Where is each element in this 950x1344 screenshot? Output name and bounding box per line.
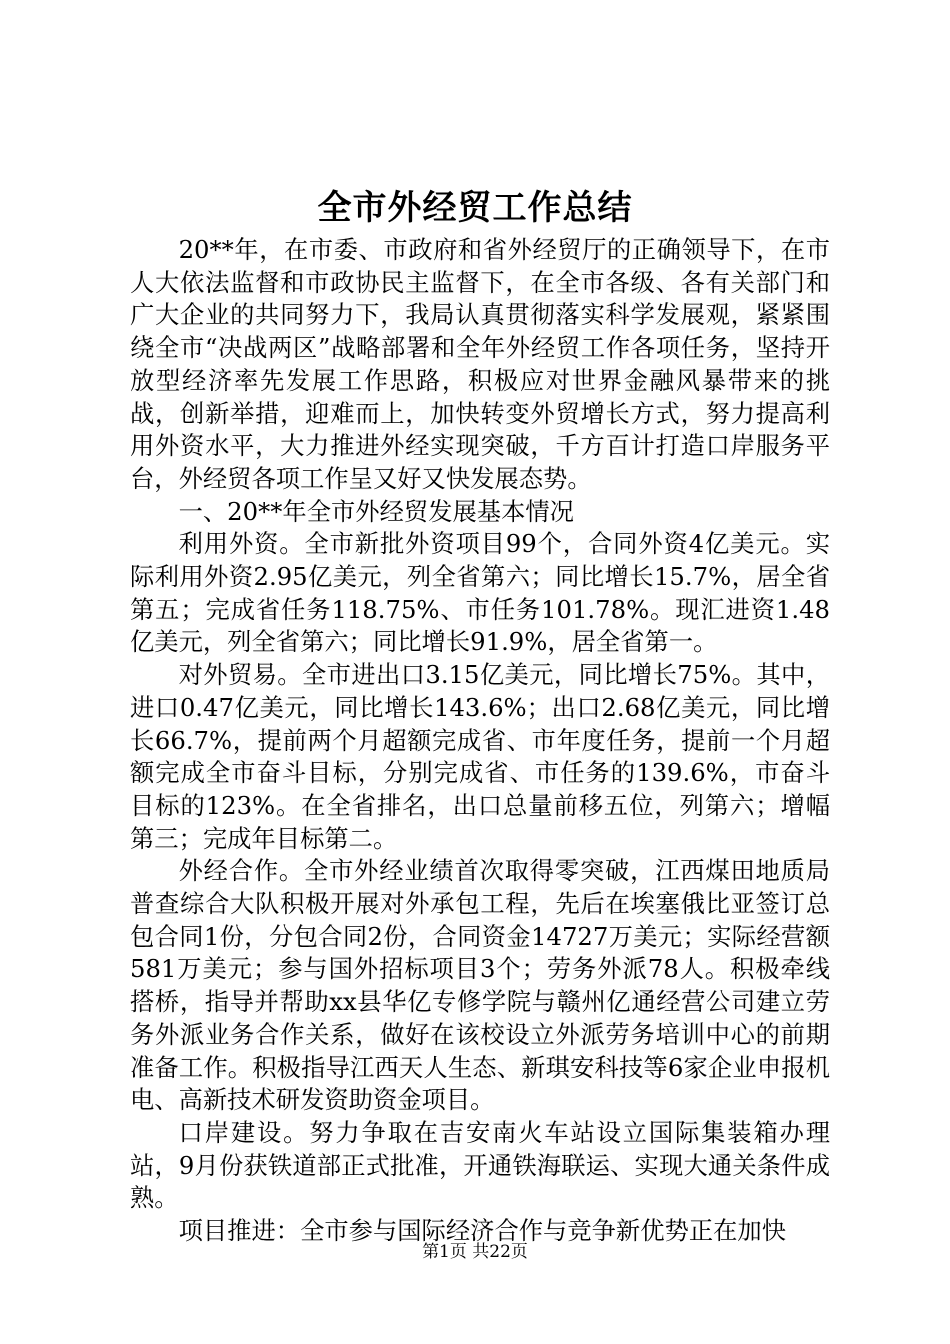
paragraph-foreign-trade: 对外贸易。全市进出口3.15亿美元，同比增长75%。其中，进口0.47亿美元，同比增长143.6%；出口2.68亿美元，同比增长66.7%，提前两个月超额完成省、市年度任务，提前一个月超额完成全市奋斗目标，分别完成省、市任务的139.6%，市奋斗目标的123%。在全省排名，出口总量前移五位，列第六；增幅第三；完成年目标第二。 <box>130 660 830 853</box>
paragraph-economic-cooperation: 外经合作。全市外经业绩首次取得零突破，江西煤田地质局普查综合大队积极开展对外承包工程，先后在埃塞俄比亚签订总包合同1份，分包合同2份，合同资金14727万美元；实际经营额581万美元；参与国外招标项目3个；劳务外派78人。积极牵线搭桥，指导并帮助xx县华亿专修学院与赣州亿通经营公司建立劳务外派业务合作关系，做好在该校设立外派劳务培训中心的前期准备工作。积极指导江西天人生态、新琪安科技等6家企业申报机电、高新技术研发资助资金项目。 <box>130 856 830 1115</box>
paragraph-foreign-investment: 利用外资。全市新批外资项目99个，合同外资4亿美元。实际利用外资2.95亿美元，列全省第六；同比增长15.7%，居全省第五；完成省任务118.75%、市任务101.78%。现汇进资1.48亿美元，列全省第六；同比增长91.9%，居全省第一。 <box>130 529 830 657</box>
paragraph-port-construction: 口岸建设。努力争取在吉安南火车站设立国际集装箱办理站，9月份获铁道部正式批准，开通铁海联运、实现大通关条件成熟。 <box>130 1117 830 1213</box>
page-number: 第1页 共22页 <box>422 1242 528 1262</box>
document-title: 全市外经贸工作总结 <box>317 188 633 228</box>
paragraph-intro: 20**年，在市委、市政府和省外经贸厅的正确领导下，在市人大依法监督和市政协民主监督下，在全市各级、各有关部门和广大企业的共同努力下，我局认真贯彻落实科学发展观，紧紧围绕全市“决战两区”战略部署和全年外经贸工作各项任务，坚持开放型经济率先发展工作思路，积极应对世界金融风暴带来的挑战，创新举措，迎难而上，加快转变外贸增长方式，努力提高利用外资水平，大力推进外经实现突破，千方百计打造口岸服务平台，外经贸各项工作呈又好又快发展态势。 <box>130 235 830 493</box>
section-heading: 一、20**年全市外经贸发展基本情况 <box>178 496 574 526</box>
document-body <box>130 234 830 1248</box>
paragraph-project-promotion: 项目推进：全市参与国际经济合作与竞争新优势正在加快 <box>178 1216 787 1246</box>
